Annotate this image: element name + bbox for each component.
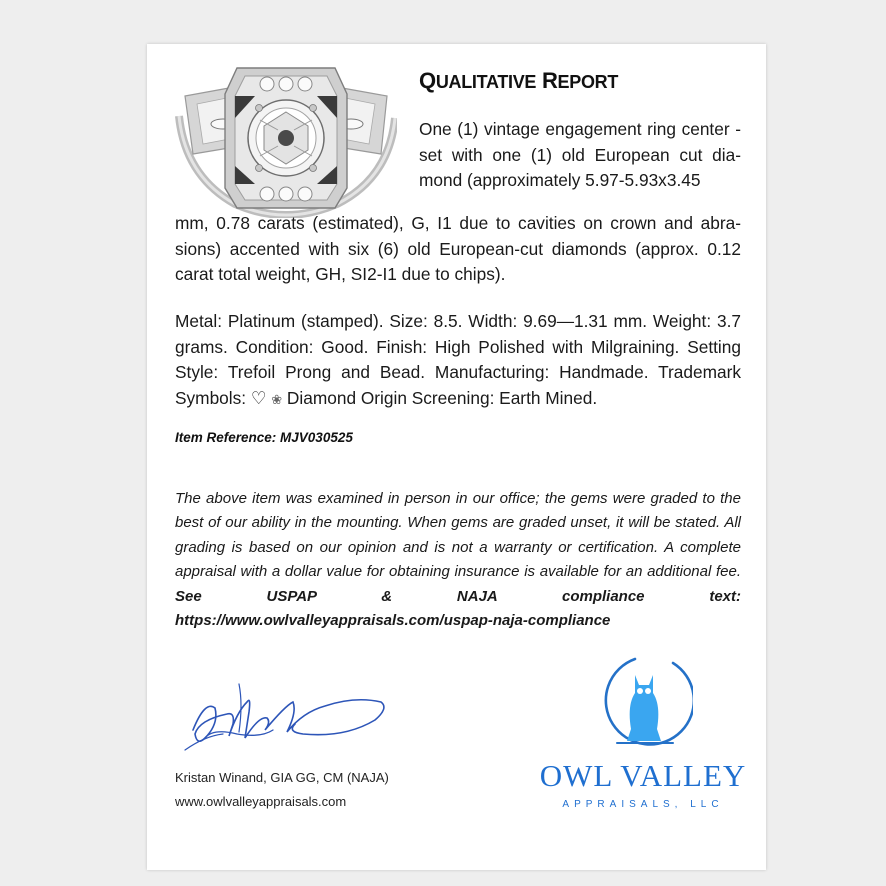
item-reference: Item Reference: MJV030525	[175, 430, 353, 445]
owl-logo-icon	[595, 649, 693, 759]
origin-text: Diamond Origin Screening: Earth Mined.	[282, 387, 598, 408]
appraiser-name: Kristan Winand, GIA GG, CM (NAJA)	[175, 770, 389, 785]
disclaimer-text	[175, 487, 741, 633]
appraiser-website[interactable]: www.owlvalleyappraisals.com	[175, 794, 347, 809]
description-text-top: One (1) vintage engagement ring center -set with one (1) old European cut diamond (approximately 5.97-5.93x3.45	[419, 119, 741, 190]
report-title: QUALITATIVE REPORT	[419, 68, 619, 93]
compliance-link[interactable]: See USPAP & NAJA compliance text: https://www.owlvalleyappraisals.com/uspap-naja-compliance	[175, 587, 741, 630]
appraisal-card	[147, 44, 766, 870]
brand-name: OWL VALLEY	[539, 758, 747, 793]
brand-subtitle: APPRAISALS, LLC	[562, 799, 724, 810]
disclaimer-body: The above item was examined in person in our office; the gems were graded to the best of our ability in the mounting. When gems are graded unset, it will be stated. All grading is based on our opinion and is not a warranty or certification. A complete appraisal with a dollar value for obtaining insurance is available for an additional fee.	[175, 490, 741, 581]
specs-main-text: Metal: Platinum (stamped). Size: 8.5. Width: 9.69—1.31 mm. Weight: 3.7 grams. Condition: Good. Finish: High Polished with Milgraining. Setting Style: Trefoil Prong and Bead. Manufacturing: Handmade. Trademark Symbols:	[175, 311, 741, 408]
flower-icon: ❀	[271, 391, 283, 407]
ring-photo	[175, 56, 397, 218]
specifications-text	[175, 309, 741, 412]
signature-image	[175, 672, 405, 758]
heart-icon: ♡	[250, 387, 267, 408]
description-text-bottom: mm, 0.78 carats (estimated), G, I1 due to cavities on crown and abrasions) accented with six (6) old European-cut diamonds (approx. 0.12 carat total weight, GH, SI2-I1 due to chips).	[175, 213, 741, 284]
